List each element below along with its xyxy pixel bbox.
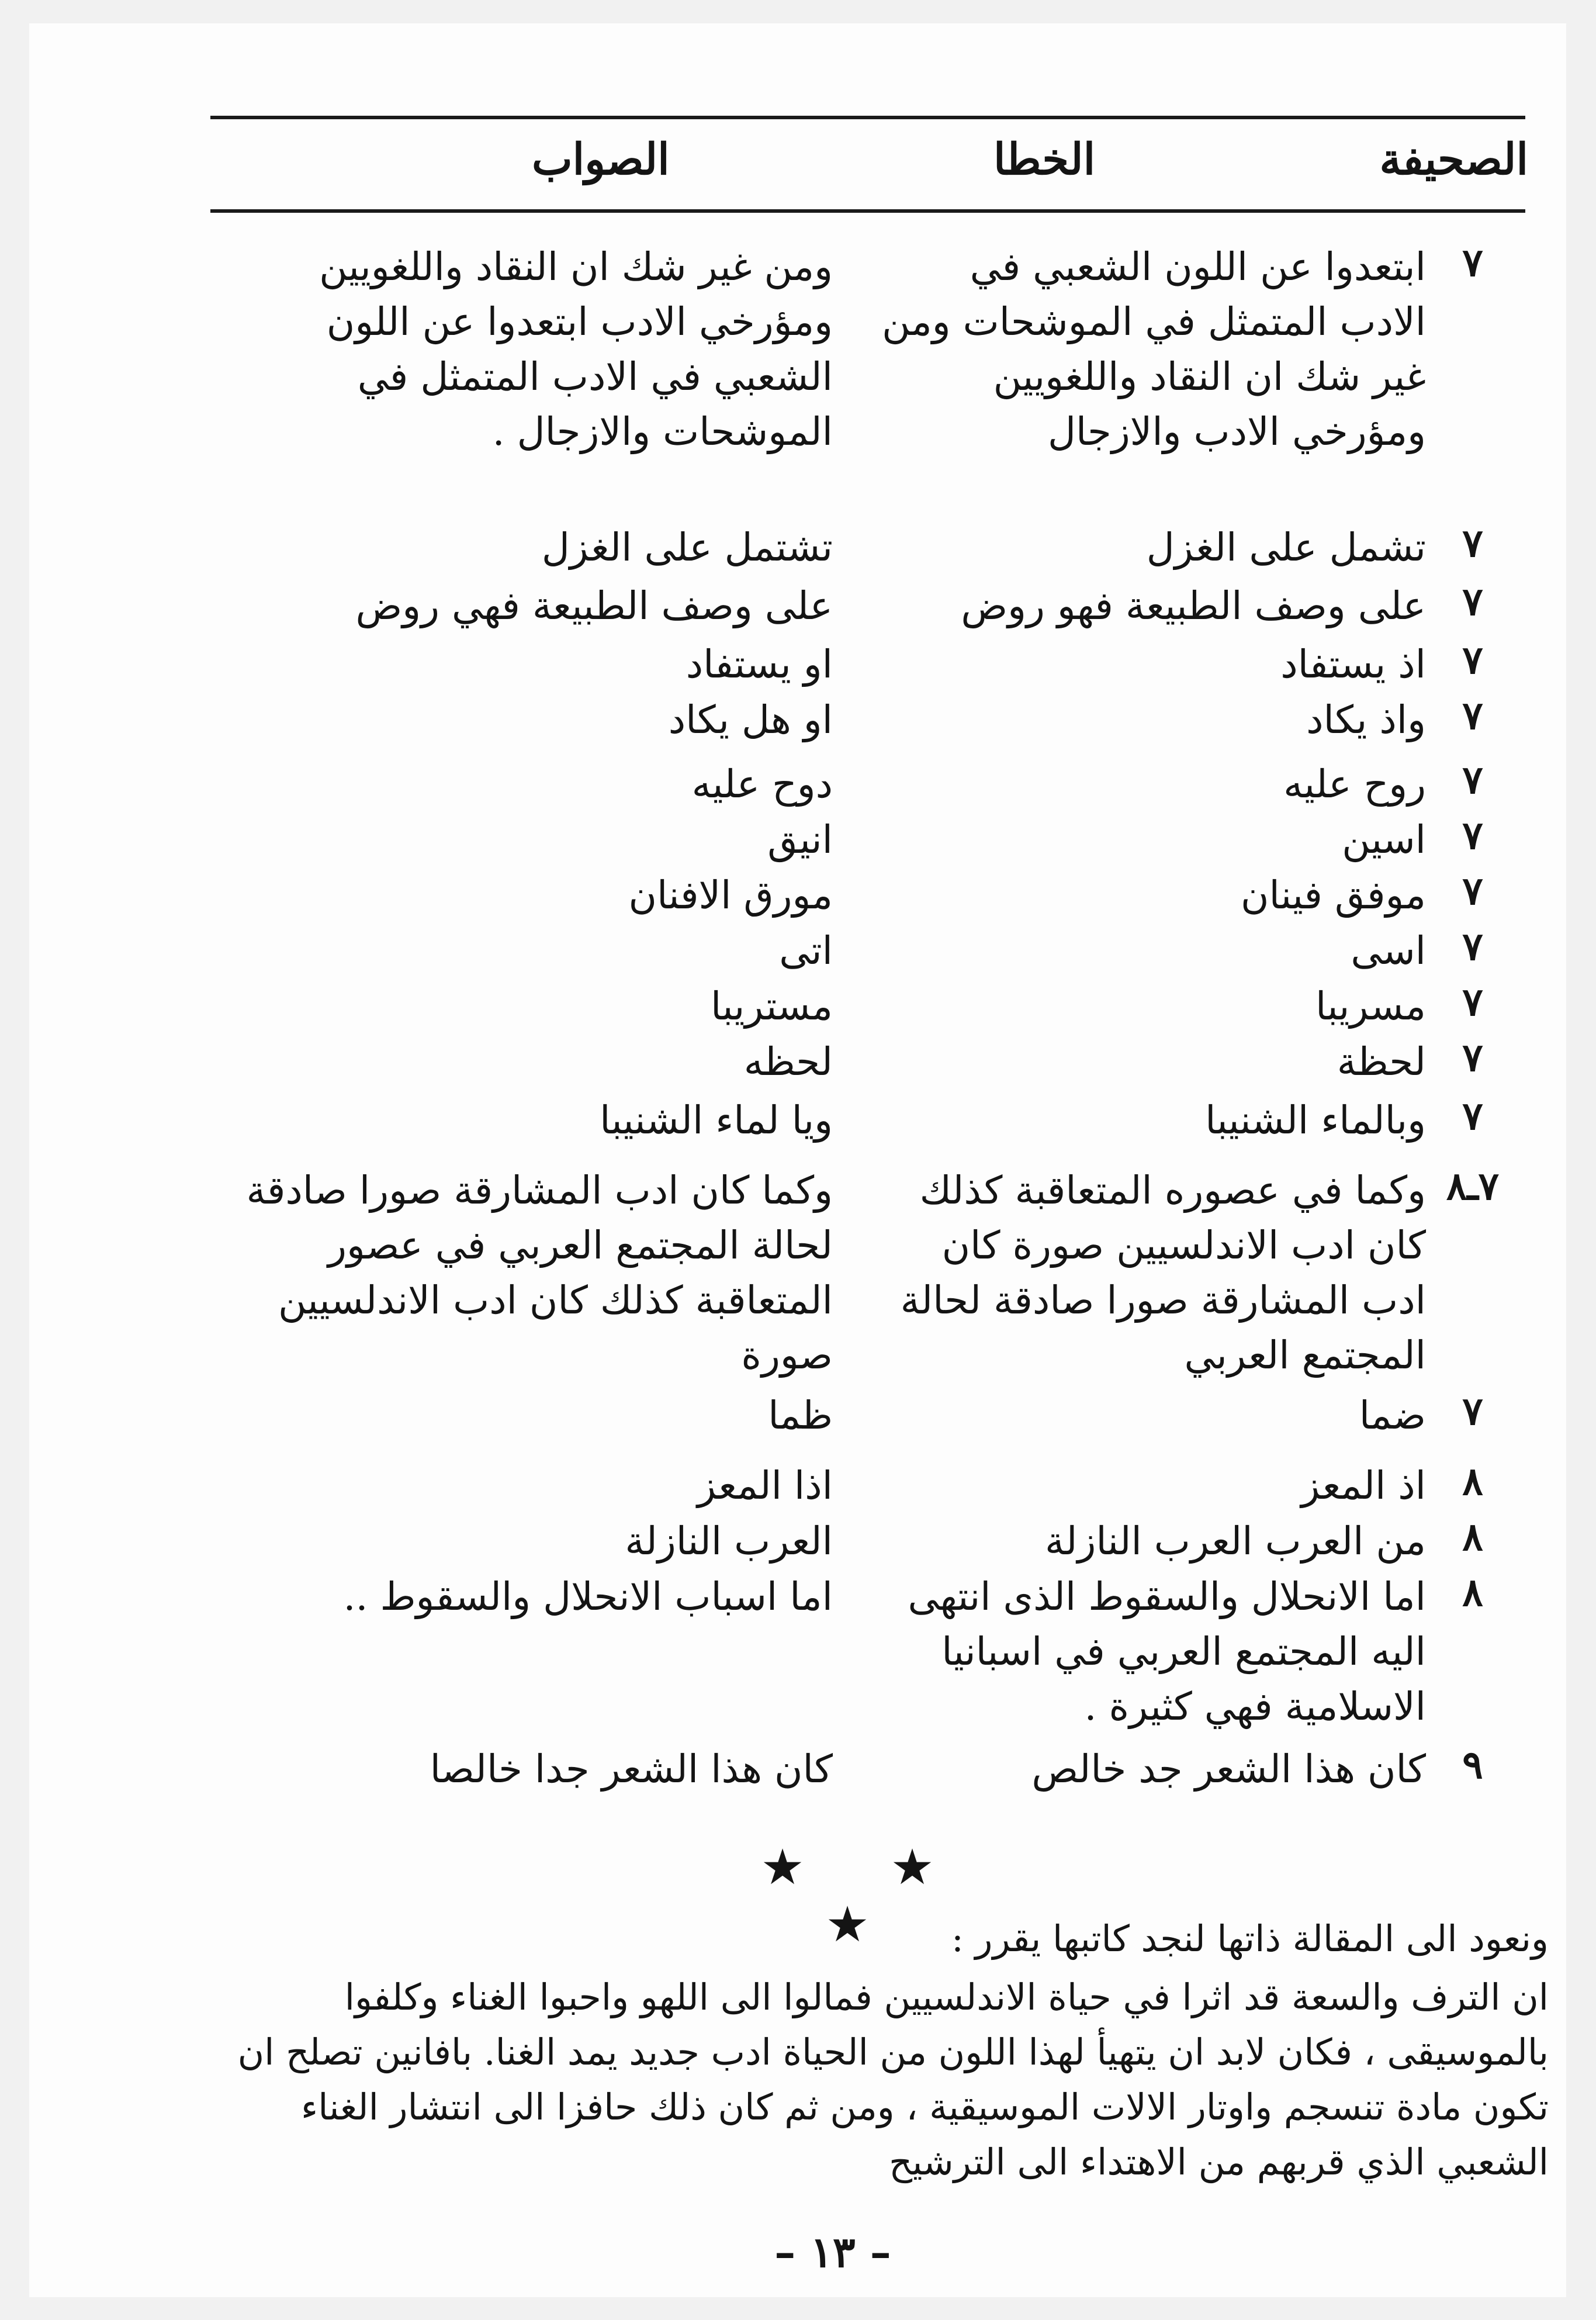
body-paragraph: ان الترف والسعة قد اثرا في حياة الاندلسيين فمالوا الى اللهو واحبوا الغناء وكلفوا بالموسيقى ، فكان لابد ان يتهيأ لهذا اللون من الحياة ادب جديد يمد الغنا. بافانين تصلح ان تكون مادة تنسجم واوتار الالات الموسيقية ، ومن ثم كان ذلك حافزا الى انتشار الغناء الشعبي الذي قربهم من الاهتداء الى الترشيح: [237, 1976, 1549, 2183]
errata-wrong: مسريبا: [1315, 984, 1426, 1029]
top-rule: [210, 116, 1525, 119]
header-correct-column: الصواب: [532, 134, 670, 185]
errata-page: ٧: [1462, 1093, 1483, 1139]
errata-page: ٧: [1462, 868, 1483, 914]
errata-page: ٧: [1462, 1388, 1483, 1434]
errata-correct: اتى: [779, 928, 833, 973]
errata-wrong: من العرب العرب النازلة: [1044, 1519, 1426, 1564]
errata-page: ٧ـ٨: [1446, 1163, 1500, 1209]
errata-correct: اما اسباب الانحلال والسقوط ..: [343, 1574, 833, 1619]
errata-correct: وكما كان ادب المشارقة صورا صادقة لحالة المجتمع العربي في عصور المتعاقبة كذلك كان ادب الاندلسيين صورة: [246, 1168, 833, 1378]
errata-correct: كان هذا الشعر جدا خالصا: [430, 1747, 833, 1792]
errata-page: ٧: [1462, 1035, 1483, 1080]
errata-page: ٧: [1462, 757, 1483, 803]
errata-wrong: اذ المعز: [1301, 1463, 1426, 1508]
star-separator: ★ ★ ★: [760, 1838, 970, 1953]
errata-wrong: وبالماء الشنيبا: [1205, 1098, 1426, 1143]
page-number: – ١٣ –: [774, 2227, 891, 2277]
errata-wrong: تشمل على الغزل: [1146, 525, 1426, 570]
errata-page: ٧: [1462, 979, 1483, 1025]
header-wrong-column: الخطا: [993, 134, 1096, 185]
errata-correct: تشتمل على الغزل: [541, 525, 833, 570]
errata-wrong: واذ يكاد: [1306, 697, 1426, 742]
errata-correct: العرب النازلة: [625, 1519, 833, 1564]
errata-wrong: اذ يستفاد: [1280, 642, 1426, 687]
errata-page: ٧: [1462, 812, 1483, 858]
errata-wrong: على وصف الطبيعة فهو روض: [961, 583, 1426, 628]
errata-correct: لحظه: [743, 1039, 833, 1084]
errata-correct: ومن غير شك ان النقاد واللغويين ومؤرخي الادب ابتعدوا عن اللون الشعبي في الادب المتمثل في الموشحات والازجال .: [319, 244, 833, 454]
errata-correct: دوح عليه: [691, 762, 833, 807]
errata-wrong: لحظة: [1337, 1039, 1426, 1084]
errata-page: ٩: [1462, 1742, 1483, 1787]
errata-page: ٨: [1462, 1458, 1483, 1504]
errata-wrong: ضما: [1359, 1393, 1426, 1438]
body-paragraph-intro: ونعود الى المقالة ذاتها لنجد كاتبها يقرر :: [951, 1917, 1549, 1960]
errata-wrong: وكما في عصوره المتعاقبة كذلك كان ادب الاندلسيين صورة كان ادب المشارقة صورا صادقة لحالة المجتمع العربي: [900, 1168, 1426, 1378]
errata-wrong: اسين: [1342, 817, 1426, 862]
errata-page: ٧: [1462, 693, 1483, 738]
header-rule: [210, 209, 1525, 213]
errata-correct: او يستفاد: [686, 642, 833, 687]
errata-correct: ظما: [768, 1393, 833, 1438]
errata-page: ٧: [1462, 579, 1483, 624]
errata-wrong: ابتعدوا عن اللون الشعبي في الادب المتمثل في الموشحات ومن غير شك ان النقاد واللغويين ومؤرخي الادب والازجال: [882, 244, 1426, 454]
document-page: [29, 23, 1566, 2297]
errata-wrong: روح عليه: [1283, 762, 1426, 807]
errata-correct: اذا المعز: [697, 1463, 833, 1508]
errata-correct: او هل يكاد: [668, 697, 833, 742]
errata-wrong: كان هذا الشعر جد خالص: [1031, 1747, 1426, 1792]
errata-page: ٧: [1462, 520, 1483, 566]
errata-correct: مستريبا: [711, 984, 833, 1029]
errata-correct: ويا لماء الشنيبا: [600, 1098, 833, 1143]
header-page-column: الصحيفة: [1379, 134, 1528, 185]
errata-wrong: اما الانحلال والسقوط الذى انتهى اليه المجتمع العربي في اسبانيا الاسلامية فهي كثيرة .: [908, 1574, 1426, 1729]
errata-wrong: موفق فينان: [1241, 873, 1426, 918]
errata-correct: مورق الافنان: [628, 873, 833, 918]
errata-correct: انيق: [767, 817, 833, 862]
errata-correct: على وصف الطبيعة فهي روض: [355, 583, 833, 628]
errata-page: ٧: [1462, 637, 1483, 683]
errata-page: ٧: [1462, 240, 1483, 285]
errata-wrong: اسى: [1351, 928, 1426, 973]
errata-page: ٧: [1462, 924, 1483, 969]
errata-page: ٨: [1462, 1569, 1483, 1615]
errata-page: ٨: [1462, 1514, 1483, 1560]
